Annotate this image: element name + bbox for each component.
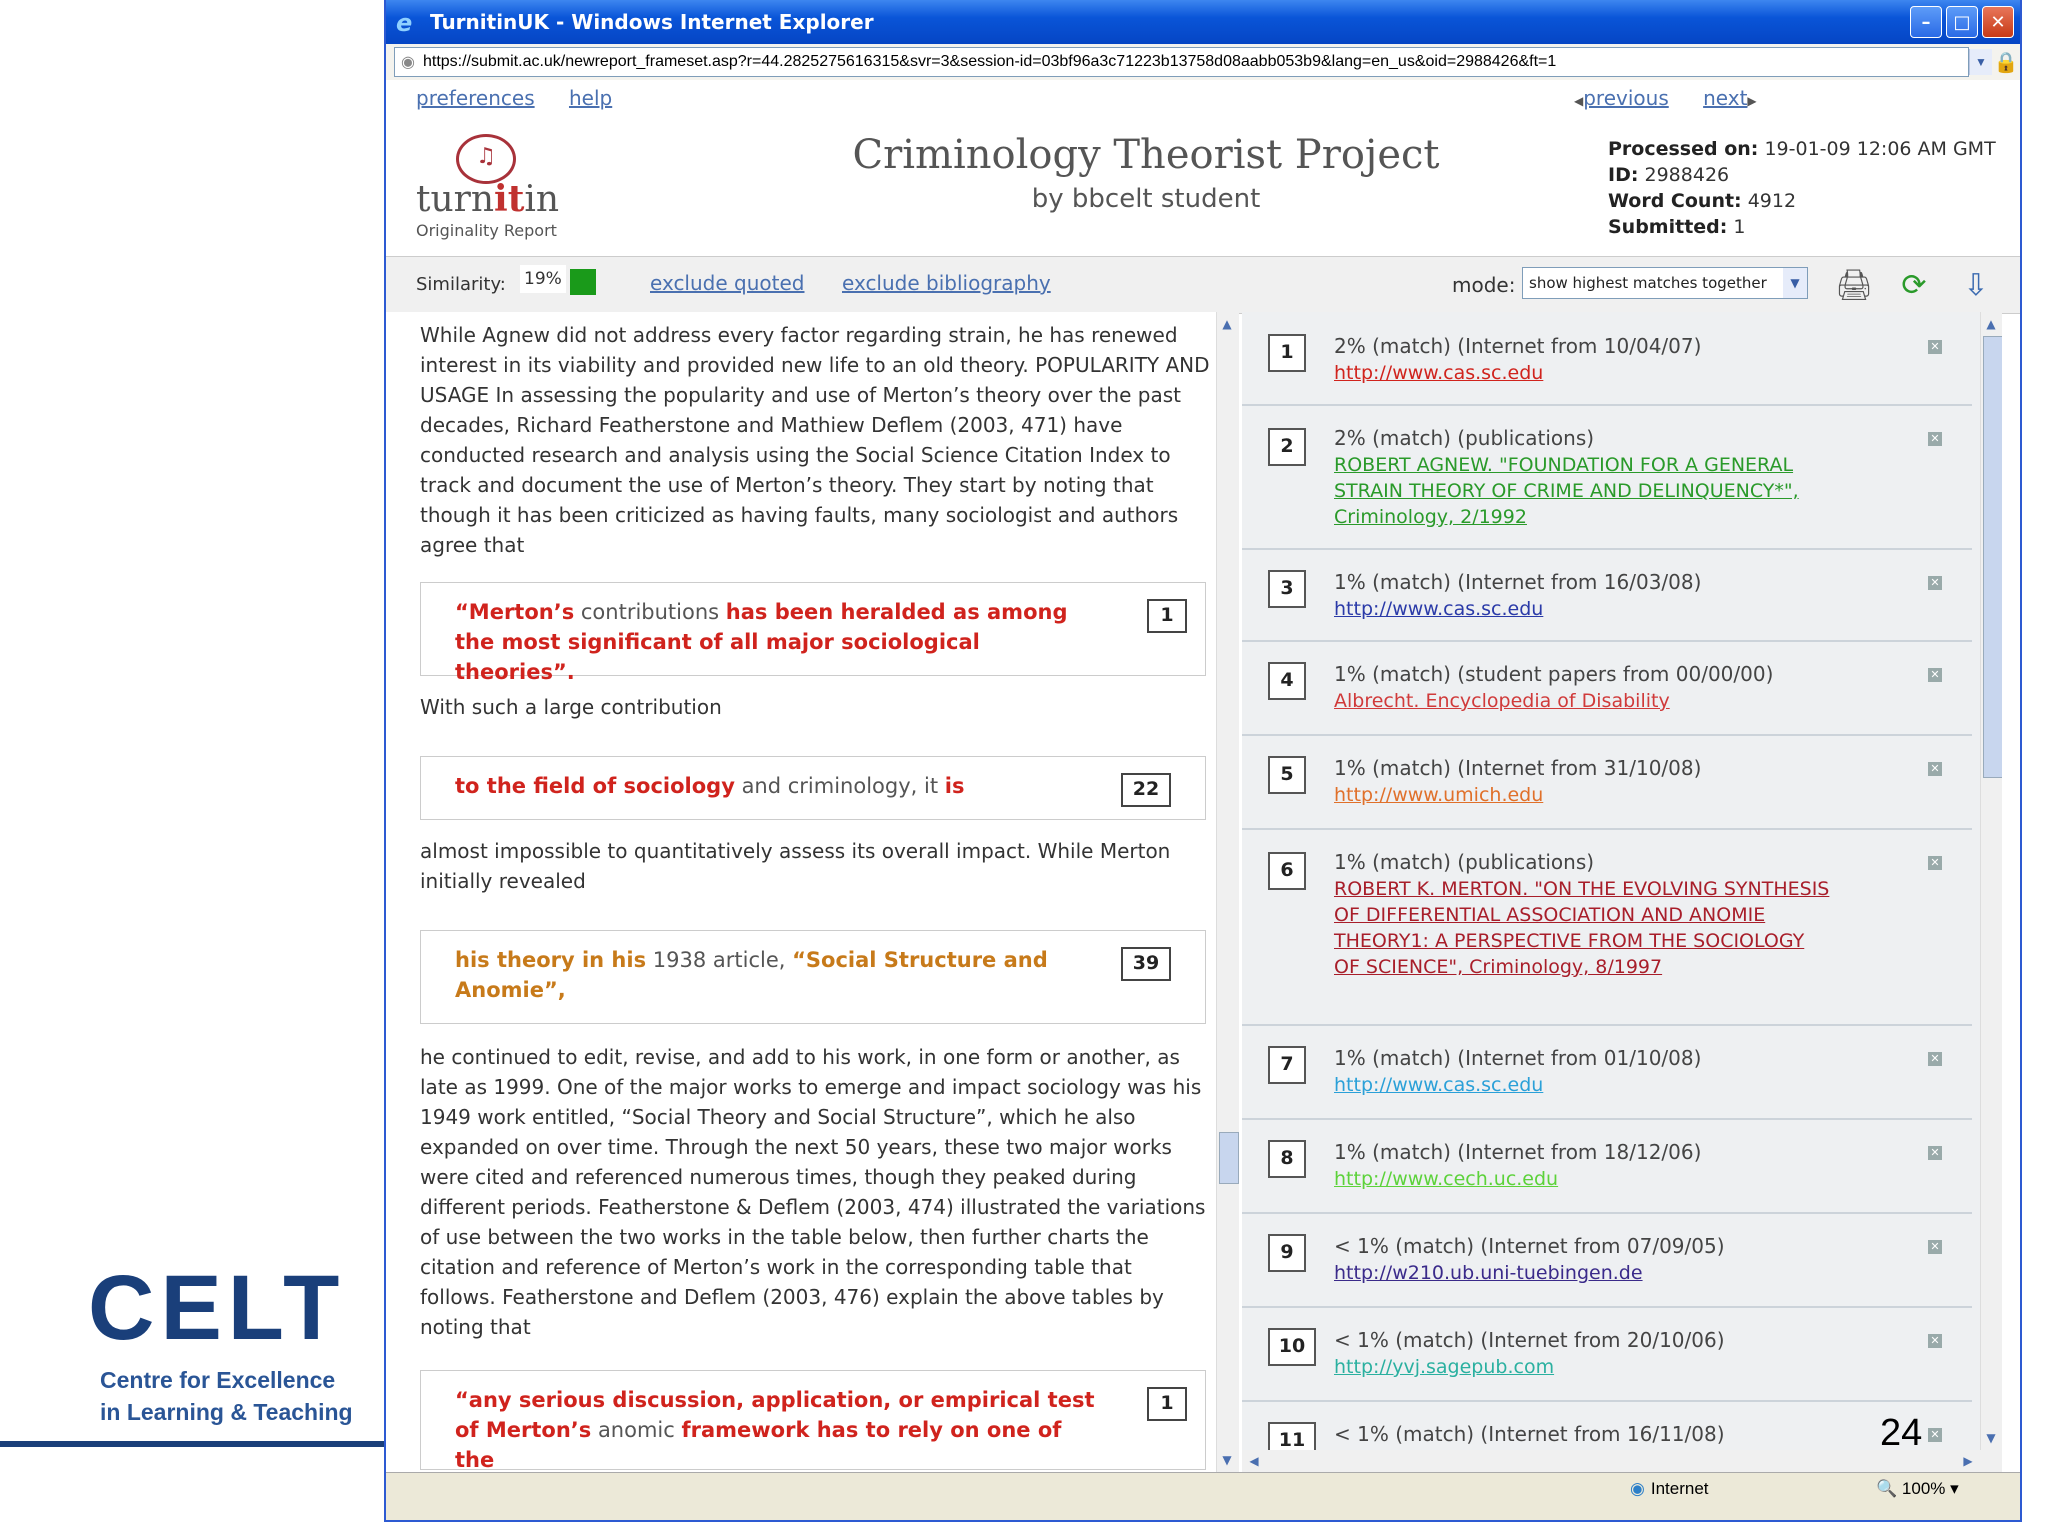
exclude-quoted-link[interactable]: exclude quoted: [650, 271, 805, 295]
match-row-desc: 1% (match) (student papers from 00/00/00): [1334, 662, 1774, 686]
document-paragraph: almost impossible to quantitatively assess its overall impact. While Merton initially revealed: [420, 839, 1171, 893]
match-row-desc: 1% (match) (Internet from 18/12/06): [1334, 1140, 1702, 1164]
match-row-link[interactable]: http://www.cas.sc.edu: [1334, 598, 1544, 620]
processed-date: 19-01-09 12:06 AM GMT: [1764, 138, 1996, 160]
close-icon[interactable]: ✕: [1982, 6, 2014, 38]
dismiss-icon[interactable]: ✕: [1928, 576, 1942, 590]
match-row-number: 3: [1268, 570, 1306, 608]
minimize-icon[interactable]: –: [1910, 6, 1942, 38]
match-number[interactable]: 1: [1147, 1387, 1187, 1421]
matches-scrollbar[interactable]: [1980, 312, 2002, 1450]
match-row-number: 9: [1268, 1234, 1306, 1272]
mode-label: mode:: [1452, 273, 1516, 297]
status-bar: [386, 1472, 2020, 1503]
dismiss-icon[interactable]: ✕: [1928, 856, 1942, 870]
match-row-link[interactable]: Albrecht. Encyclopedia of Disability: [1334, 690, 1670, 712]
slide-page-number: 24: [1880, 1412, 1923, 1454]
match-row-number: 4: [1268, 662, 1306, 700]
refresh-icon[interactable]: ⟳: [1901, 267, 1927, 303]
match-row-link[interactable]: http://yvj.sagepub.com: [1334, 1356, 1555, 1378]
lock-icon[interactable]: 🔒: [1993, 51, 2019, 74]
chevron-left-icon: ◀: [1574, 94, 1584, 108]
document-title: Criminology Theorist Project: [852, 132, 1440, 178]
match-row[interactable]: [1242, 1118, 1972, 1214]
match-row-desc: < 1% (match) (Internet from 20/10/06): [1334, 1328, 1725, 1352]
similarity-indicator: [570, 269, 596, 295]
scroll-thumb[interactable]: [1219, 1132, 1239, 1184]
match-text: to the field of sociology and criminology, it is: [455, 774, 965, 798]
match-row[interactable]: [1242, 828, 1972, 1026]
turnitin-wordmark: turnitin: [416, 178, 560, 220]
chevron-down-icon: ▼: [1783, 268, 1807, 298]
match-row[interactable]: [1242, 734, 1972, 830]
dismiss-icon[interactable]: ✕: [1928, 1240, 1942, 1254]
zoom-level[interactable]: 🔍 100% ▾: [1876, 1479, 1959, 1498]
dismiss-icon[interactable]: ✕: [1928, 762, 1942, 776]
celt-logo-line2: in Learning & Teaching: [100, 1399, 353, 1425]
match-block[interactable]: [420, 930, 1206, 1024]
scroll-down-icon[interactable]: ▼: [1222, 1453, 1232, 1467]
match-number[interactable]: 39: [1121, 947, 1171, 981]
celt-logo-line1: Centre for Excellence: [100, 1367, 336, 1393]
originality-report-label: Originality Report: [416, 221, 557, 240]
match-row[interactable]: [1242, 312, 1972, 406]
scroll-up-icon[interactable]: ▲: [1222, 317, 1232, 331]
celt-logo: [88, 1257, 368, 1428]
exclude-bibliography-link[interactable]: exclude bibliography: [842, 271, 1051, 295]
next-link[interactable]: next: [1703, 86, 1748, 110]
word-count: 4912: [1747, 190, 1797, 212]
prev-next-nav: [1574, 86, 1757, 110]
document-scrollbar[interactable]: [1216, 312, 1239, 1472]
match-row-link[interactable]: ROBERT K. MERTON. "ON THE EVOLVING SYNTHESIS OF DIFFERENTIAL ASSOCIATION AND ANOMIE THEORY1: A PERSPECTIVE FROM THE SOCIOLOGY OF SCIENCE", Criminology, 8/1997: [1334, 878, 1830, 978]
match-row-desc: 2% (match) (publications): [1334, 426, 1595, 450]
scroll-up-icon[interactable]: ▲: [1986, 317, 1996, 331]
match-row-desc: < 1% (match) (Internet from 16/11/08): [1334, 1422, 1725, 1446]
dismiss-icon[interactable]: ✕: [1928, 1052, 1942, 1066]
dismiss-icon[interactable]: ✕: [1928, 1334, 1942, 1348]
globe-icon: ◉: [1630, 1479, 1645, 1498]
chevron-right-icon: ▶: [1747, 94, 1757, 108]
match-row[interactable]: [1242, 1024, 1972, 1120]
match-row-link[interactable]: http://w210.ub.uni-tuebingen.de: [1334, 1262, 1643, 1284]
scroll-left-icon[interactable]: ◀: [1249, 1454, 1259, 1468]
match-row-link[interactable]: http://www.cech.uc.edu: [1334, 1168, 1559, 1190]
match-row-number: 10: [1268, 1328, 1316, 1366]
document-paragraph: he continued to edit, revise, and add to his work, in one form or another, as late as 1999. One of the major works to emerge and impact sociology was his 1949 work entitled, “Social Theory and Social Structure”, which he also expanded on over time. Through the next 50 years, these two major works were cited and referenced numerous times, though they peaked during different periods. Featherstone & Deflem (2003, 474) illustrated the variations of use between the two works in the table below, then further charts the citation and reference of Merton’s work in the corresponding table that follows. Featherstone and Deflem (2003, 476) explain the above tables by noting that: [420, 1045, 1206, 1339]
download-icon[interactable]: ⇩: [1963, 267, 1989, 303]
top-nav: [416, 86, 640, 110]
document-pane: [386, 312, 1239, 1472]
mode-value: show highest matches together: [1529, 274, 1767, 292]
document-paragraph: With such a large contribution: [420, 695, 722, 719]
ie-window: [384, 0, 2022, 1522]
dismiss-icon[interactable]: ✕: [1928, 432, 1942, 446]
match-row-link[interactable]: http://www.umich.edu: [1334, 784, 1544, 806]
turnitin-logo: [416, 134, 576, 240]
scroll-right-icon[interactable]: ▶: [1963, 1454, 1973, 1468]
ie-logo-icon: e: [396, 9, 413, 37]
similarity-label: Similarity:: [416, 274, 506, 295]
match-block[interactable]: [420, 582, 1206, 684]
match-text: “any serious discussion, application, or empirical test of Merton’s anomic framework has to rely on one of the: [455, 1388, 1095, 1472]
title-bar: [386, 0, 2020, 44]
match-row-link[interactable]: http://www.cas.sc.edu: [1334, 362, 1544, 384]
match-text: his theory in his 1938 article, “Social Structure and Anomie”,: [455, 948, 1048, 1002]
match-row-desc: 1% (match) (publications): [1334, 850, 1595, 874]
match-row[interactable]: [1242, 548, 1972, 642]
match-row-desc: 1% (match) (Internet from 01/10/08): [1334, 1046, 1702, 1070]
dismiss-icon[interactable]: ✕: [1928, 1428, 1942, 1442]
magnifier-icon: 🔍: [1876, 1479, 1898, 1498]
dismiss-icon[interactable]: ✕: [1928, 1146, 1942, 1160]
match-row-link[interactable]: ROBERT AGNEW. "FOUNDATION FOR A GENERAL STRAIN THEORY OF CRIME AND DELINQUENCY*", Criminology, 2/1992: [1334, 454, 1799, 528]
page-icon: ◉: [401, 54, 415, 71]
matches-pane: [1242, 312, 2002, 1450]
url-dropdown-icon[interactable]: ▼: [1969, 49, 1992, 75]
match-block[interactable]: [420, 1370, 1206, 1470]
match-row-desc: < 1% (match) (Internet from 07/09/05): [1334, 1234, 1725, 1258]
match-row-link[interactable]: http://www.cas.sc.edu: [1334, 1074, 1544, 1096]
match-row-desc: 1% (match) (Internet from 16/03/08): [1334, 570, 1702, 594]
maximize-icon[interactable]: □: [1946, 6, 1978, 38]
match-row[interactable]: [1242, 640, 1972, 736]
dismiss-icon[interactable]: ✕: [1928, 340, 1942, 354]
celt-logo-word: CELT: [88, 1257, 346, 1359]
previous-link[interactable]: previous: [1583, 86, 1669, 110]
match-row-desc: 2% (match) (Internet from 10/04/07): [1334, 334, 1702, 358]
match-row-number: 7: [1268, 1046, 1306, 1084]
print-icon[interactable]: 🖨: [1834, 267, 1874, 303]
match-row-number: 5: [1268, 756, 1306, 794]
match-number[interactable]: 1: [1147, 599, 1187, 633]
match-row[interactable]: [1242, 404, 1972, 550]
document-byline: by bbcelt student: [1031, 184, 1261, 214]
match-row-number: 11: [1268, 1422, 1316, 1450]
preferences-link[interactable]: preferences: [416, 86, 535, 110]
slide-divider: [0, 1441, 384, 1447]
help-link[interactable]: help: [568, 86, 613, 110]
report-meta: Processed on: 19-01-09 12:06 AM GMT ID: 2988426 Word Count: 4912 Submitted: 1: [1608, 138, 1996, 238]
match-row-number: 8: [1268, 1140, 1306, 1178]
match-row[interactable]: [1242, 1306, 1972, 1402]
security-zone: ◉ Internet: [1630, 1479, 1709, 1498]
window-controls: [1910, 6, 2014, 38]
url-text: https://submit.ac.uk/newreport_frameset.asp?r=44.2825275616315&svr=3&session-id=03bf96a3c71223b13758d08aabb053b9&lang=en_us&oid=2988426&ft=1: [422, 53, 1557, 70]
submitted-count: 1: [1733, 216, 1746, 238]
report-content: [386, 80, 2020, 1472]
window-title: TurnitinUK - Windows Internet Explorer: [430, 10, 874, 34]
match-row-number: 1: [1268, 334, 1306, 372]
scroll-down-icon[interactable]: ▼: [1986, 1431, 1996, 1445]
match-block[interactable]: [420, 756, 1206, 820]
turnitin-logo-icon: ♫: [456, 134, 516, 184]
url-field[interactable]: [394, 47, 1969, 77]
match-row[interactable]: [1242, 1212, 1972, 1308]
match-row[interactable]: [1242, 1400, 1972, 1450]
match-row-number: 6: [1268, 852, 1306, 890]
match-row-desc: 1% (match) (Internet from 31/10/08): [1334, 756, 1702, 780]
mode-select[interactable]: [1522, 267, 1808, 299]
similarity-toolbar: [386, 256, 2020, 314]
address-bar: [386, 44, 2020, 81]
match-row-number: 2: [1268, 428, 1306, 466]
document-paragraph: While Agnew did not address every factor regarding strain, he has renewed interest in its viability and provided new life to an old theory. POPULARITY AND USAGE In assessing the popularity and use of Merton’s theory over the past decades, Richard Featherstone and Mathiew Deflem (2003, 471) have conducted research and analysis using the Social Science Citation Index to track and document the use of Merton’s theory. They start by noting that though it has been criticized as having faults, many sociologist and authors agree that: [420, 323, 1210, 557]
similarity-value: 19%: [520, 265, 566, 293]
scroll-thumb[interactable]: [1983, 336, 2002, 778]
report-id: 2988426: [1644, 164, 1730, 186]
dismiss-icon[interactable]: ✕: [1928, 668, 1942, 682]
match-text: “Merton’s contributions has been heralded as among the most significant of all major sociological theories”.: [455, 600, 1068, 684]
match-number[interactable]: 22: [1121, 773, 1171, 807]
